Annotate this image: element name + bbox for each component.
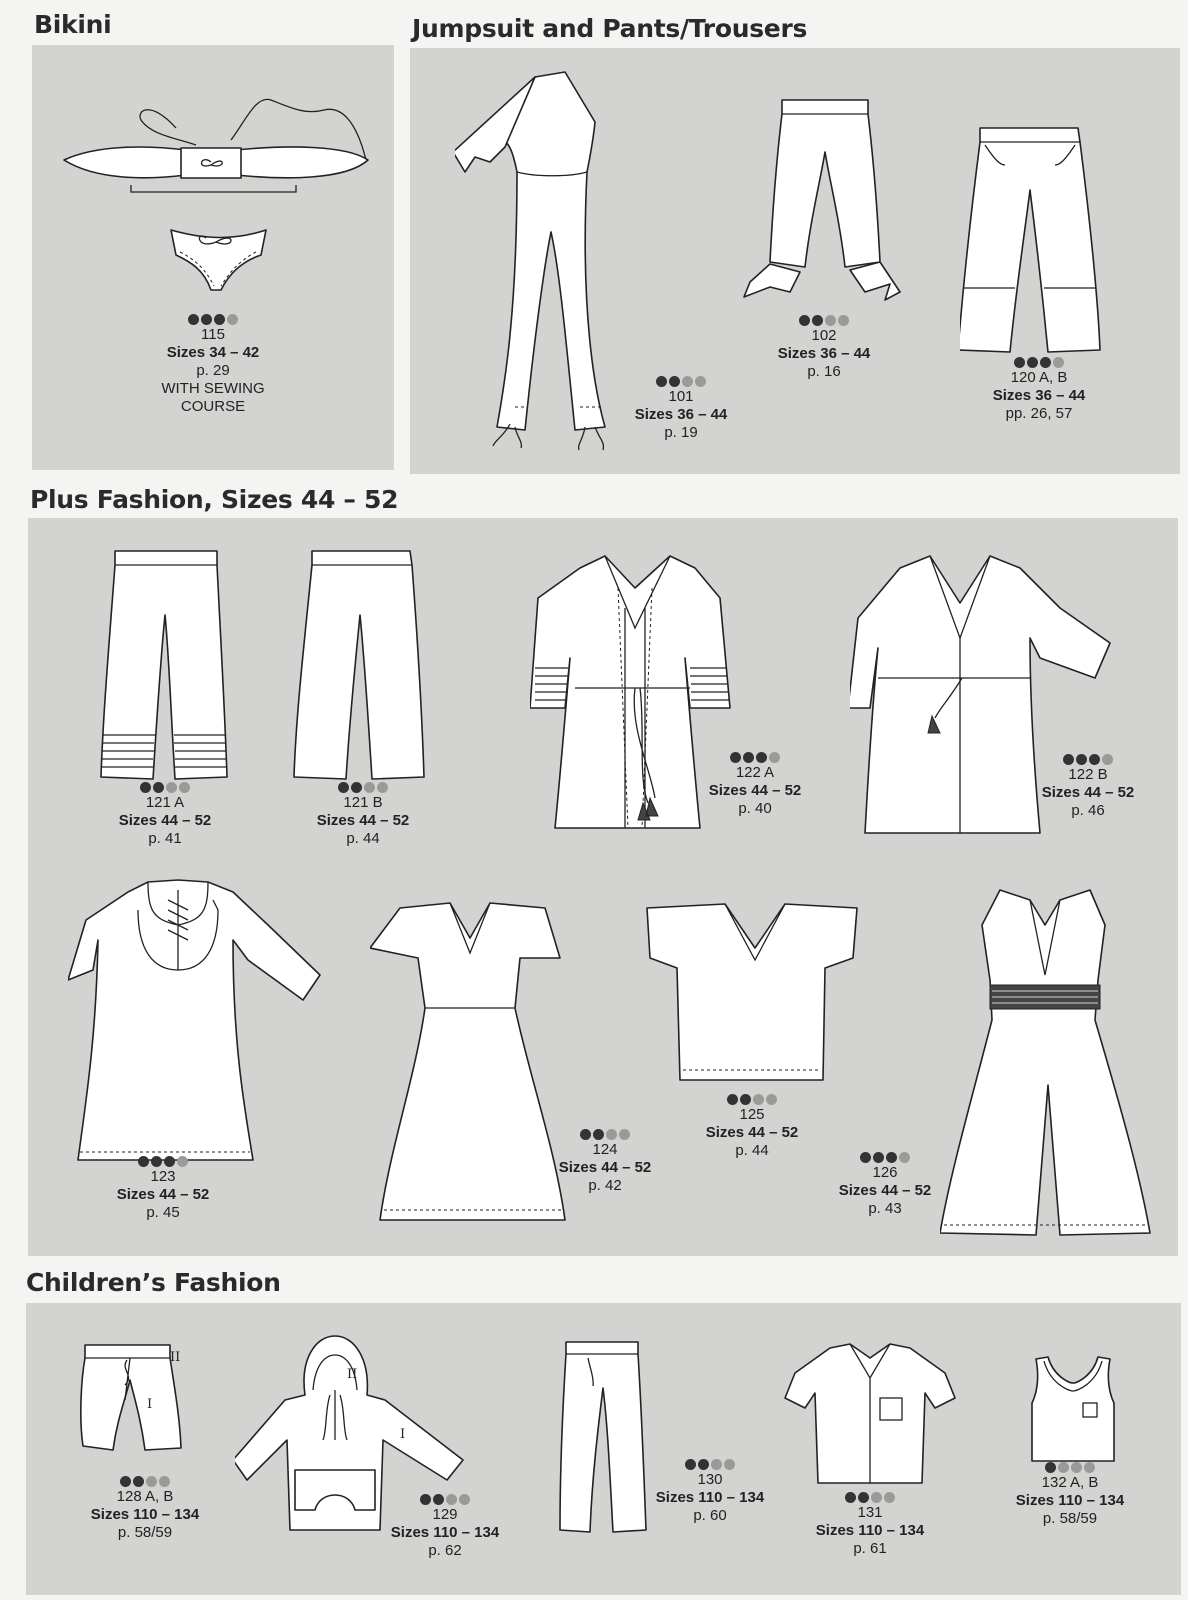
item-sizes: Sizes 110 – 134: [815, 1522, 925, 1539]
section-title-bikini: Bikini: [34, 10, 112, 39]
difficulty-dot-filled: [1014, 357, 1025, 368]
difficulty-dot-filled: [873, 1152, 884, 1163]
difficulty-dot-filled: [1027, 357, 1038, 368]
difficulty-dots: [1003, 750, 1173, 766]
difficulty-dot-empty: [871, 1492, 882, 1503]
tanktop-132-sketch: [1028, 1355, 1118, 1465]
difficulty-dot-filled: [886, 1152, 897, 1163]
difficulty-dot-empty: [177, 1156, 188, 1167]
item-number: 122 B: [1068, 766, 1108, 783]
item-page: p. 45: [146, 1204, 180, 1221]
difficulty-dot-empty: [364, 782, 375, 793]
item-122a-caption: [670, 748, 840, 818]
difficulty-dot-filled: [593, 1129, 604, 1140]
item-number: 101: [668, 388, 694, 405]
section-title-jumpsuit: Jumpsuit and Pants/Trousers: [412, 14, 808, 43]
difficulty-dot-empty: [769, 752, 780, 763]
difficulty-dot-filled: [201, 314, 212, 325]
difficulty-dot-filled: [669, 376, 680, 387]
difficulty-dot-filled: [860, 1152, 871, 1163]
difficulty-dots: [625, 1455, 795, 1471]
difficulty-dot-empty: [227, 314, 238, 325]
difficulty-dot-empty: [766, 1094, 777, 1105]
difficulty-dots: [985, 1458, 1155, 1474]
difficulty-dot-filled: [858, 1492, 869, 1503]
difficulty-dots: [278, 778, 448, 794]
item-number: 122 A: [735, 764, 775, 781]
bikini-sketch: [56, 90, 376, 305]
difficulty-dot-empty: [446, 1494, 457, 1505]
item-number: 123: [150, 1168, 176, 1185]
difficulty-dots: [360, 1490, 530, 1506]
difficulty-dot-filled: [120, 1476, 131, 1487]
item-130-caption: [625, 1455, 795, 1525]
item-number: 130: [697, 1471, 723, 1488]
piece-label: I: [147, 1397, 153, 1412]
item-sizes: Sizes 34 – 42: [166, 344, 260, 361]
item-note: WITH SEWING COURSE: [161, 380, 265, 415]
item-sizes: Sizes 44 – 52: [1041, 784, 1135, 801]
item-page: p. 19: [664, 424, 698, 441]
difficulty-dot-filled: [799, 315, 810, 326]
difficulty-dots: [78, 1152, 248, 1168]
pants-121b-sketch: [290, 545, 435, 785]
item-121b-caption: [278, 778, 448, 848]
item-page: pp. 26, 57: [1005, 405, 1073, 422]
difficulty-dot-empty: [1102, 754, 1113, 765]
item-132-caption: [985, 1458, 1155, 1528]
item-sizes: Sizes 110 – 134: [655, 1489, 765, 1506]
item-sizes: Sizes 110 – 134: [1015, 1492, 1125, 1509]
item-sizes: Sizes 110 – 134: [90, 1506, 200, 1523]
difficulty-dot-filled: [1045, 1462, 1056, 1473]
difficulty-dot-filled: [1040, 357, 1051, 368]
item-sizes: Sizes 44 – 52: [558, 1159, 652, 1176]
item-page: p. 43: [868, 1200, 902, 1217]
difficulty-dot-empty: [1071, 1462, 1082, 1473]
difficulty-dots: [520, 1125, 690, 1141]
item-101-caption: [596, 372, 766, 442]
difficulty-dot-empty: [459, 1494, 470, 1505]
item-page: p. 60: [693, 1507, 727, 1524]
item-page: p. 62: [428, 1542, 462, 1559]
item-128-caption: [60, 1472, 230, 1542]
difficulty-dot-filled: [188, 314, 199, 325]
jumpsuit-126-sketch: [940, 885, 1155, 1240]
difficulty-dot-filled: [1076, 754, 1087, 765]
item-129-caption: [360, 1490, 530, 1560]
item-sizes: Sizes 44 – 52: [705, 1124, 799, 1141]
item-number: 121 B: [343, 794, 383, 811]
difficulty-dot-filled: [730, 752, 741, 763]
item-number: 129: [432, 1506, 458, 1523]
difficulty-dot-empty: [1058, 1462, 1069, 1473]
difficulty-dot-empty: [753, 1094, 764, 1105]
difficulty-dot-filled: [812, 315, 823, 326]
difficulty-dots: [785, 1488, 955, 1504]
tunic-123-sketch: [68, 870, 328, 1170]
item-page: p. 41: [148, 830, 182, 847]
item-page: p. 29: [196, 362, 230, 379]
difficulty-dots: [667, 1090, 837, 1106]
difficulty-dot-empty: [899, 1152, 910, 1163]
item-sizes: Sizes 110 – 134: [390, 1524, 500, 1541]
difficulty-dot-empty: [1084, 1462, 1095, 1473]
top-125-sketch: [645, 898, 865, 1088]
difficulty-dot-filled: [164, 1156, 175, 1167]
difficulty-dot-filled: [1089, 754, 1100, 765]
difficulty-dot-empty: [682, 376, 693, 387]
item-number: 121 A: [145, 794, 185, 811]
item-sizes: Sizes 36 – 44: [634, 406, 728, 423]
item-number: 102: [811, 327, 837, 344]
item-sizes: Sizes 36 – 44: [777, 345, 871, 362]
item-sizes: Sizes 44 – 52: [838, 1182, 932, 1199]
item-sizes: Sizes 44 – 52: [116, 1186, 210, 1203]
item-number: 126: [872, 1164, 898, 1181]
difficulty-dot-empty: [377, 782, 388, 793]
item-123-caption: [78, 1152, 248, 1222]
item-number: 128 A, B: [116, 1488, 174, 1505]
difficulty-dot-empty: [159, 1476, 170, 1487]
item-120-caption: [954, 353, 1124, 423]
pants-102-sketch: [740, 92, 910, 312]
difficulty-dot-empty: [619, 1129, 630, 1140]
item-121a-caption: [80, 778, 250, 848]
difficulty-dot-filled: [214, 314, 225, 325]
item-124-caption: [520, 1125, 690, 1195]
difficulty-dot-empty: [695, 376, 706, 387]
difficulty-dot-empty: [711, 1459, 722, 1470]
difficulty-dots: [739, 311, 909, 327]
difficulty-dot-empty: [606, 1129, 617, 1140]
item-sizes: Sizes 44 – 52: [316, 812, 410, 829]
difficulty-dot-filled: [698, 1459, 709, 1470]
difficulty-dot-empty: [825, 315, 836, 326]
item-page: p. 42: [588, 1177, 622, 1194]
difficulty-dot-filled: [140, 782, 151, 793]
item-page: p. 40: [738, 800, 772, 817]
difficulty-dots: [60, 1472, 230, 1488]
item-page: p. 46: [1071, 802, 1105, 819]
difficulty-dots: [80, 778, 250, 794]
section-title-children: Children’s Fashion: [26, 1268, 281, 1297]
item-page: p. 58/59: [1042, 1510, 1098, 1527]
difficulty-dots: [954, 353, 1124, 369]
difficulty-dot-empty: [884, 1492, 895, 1503]
piece-label: II: [170, 1350, 181, 1365]
item-page: p. 58/59: [117, 1524, 173, 1541]
difficulty-dot-filled: [338, 782, 349, 793]
item-115-caption: [128, 310, 298, 416]
item-126-caption: [800, 1148, 970, 1218]
item-number: 131: [857, 1504, 883, 1521]
piece-label: I: [400, 1427, 406, 1442]
difficulty-dots: [670, 748, 840, 764]
difficulty-dot-filled: [740, 1094, 751, 1105]
section-title-plus: Plus Fashion, Sizes 44 – 52: [30, 485, 399, 514]
item-page: p. 44: [346, 830, 380, 847]
difficulty-dot-empty: [166, 782, 177, 793]
difficulty-dot-empty: [838, 315, 849, 326]
item-102-caption: [739, 311, 909, 381]
difficulty-dot-filled: [138, 1156, 149, 1167]
piece-label: II: [347, 1367, 358, 1382]
item-sizes: Sizes 44 – 52: [708, 782, 802, 799]
difficulty-dot-empty: [724, 1459, 735, 1470]
item-number: 115: [201, 326, 225, 343]
difficulty-dots: [128, 310, 298, 326]
item-number: 124: [592, 1141, 618, 1158]
item-page: p. 44: [735, 1142, 769, 1159]
difficulty-dot-filled: [420, 1494, 431, 1505]
difficulty-dot-filled: [656, 376, 667, 387]
item-number: 132 A, B: [1041, 1474, 1099, 1491]
difficulty-dot-filled: [153, 782, 164, 793]
item-number: 120 A, B: [1010, 369, 1068, 386]
difficulty-dots: [800, 1148, 970, 1164]
difficulty-dot-filled: [845, 1492, 856, 1503]
difficulty-dot-empty: [1053, 357, 1064, 368]
difficulty-dot-filled: [351, 782, 362, 793]
item-number: 125: [739, 1106, 765, 1123]
difficulty-dot-filled: [1063, 754, 1074, 765]
difficulty-dot-empty: [179, 782, 190, 793]
difficulty-dot-filled: [133, 1476, 144, 1487]
difficulty-dot-filled: [433, 1494, 444, 1505]
difficulty-dot-filled: [685, 1459, 696, 1470]
difficulty-dot-filled: [743, 752, 754, 763]
difficulty-dot-filled: [580, 1129, 591, 1140]
item-page: p. 61: [853, 1540, 887, 1557]
item-sizes: Sizes 44 – 52: [118, 812, 212, 829]
shirt-131-sketch: [780, 1338, 960, 1493]
item-page: p. 16: [807, 363, 841, 380]
item-131-caption: [785, 1488, 955, 1558]
difficulty-dot-filled: [756, 752, 767, 763]
item-122b-caption: [1003, 750, 1173, 820]
trousers-120-sketch: [960, 120, 1110, 360]
item-sizes: Sizes 36 – 44: [992, 387, 1086, 404]
difficulty-dot-empty: [146, 1476, 157, 1487]
difficulty-dot-filled: [151, 1156, 162, 1167]
pants-121a-sketch: [95, 545, 240, 785]
difficulty-dot-filled: [727, 1094, 738, 1105]
